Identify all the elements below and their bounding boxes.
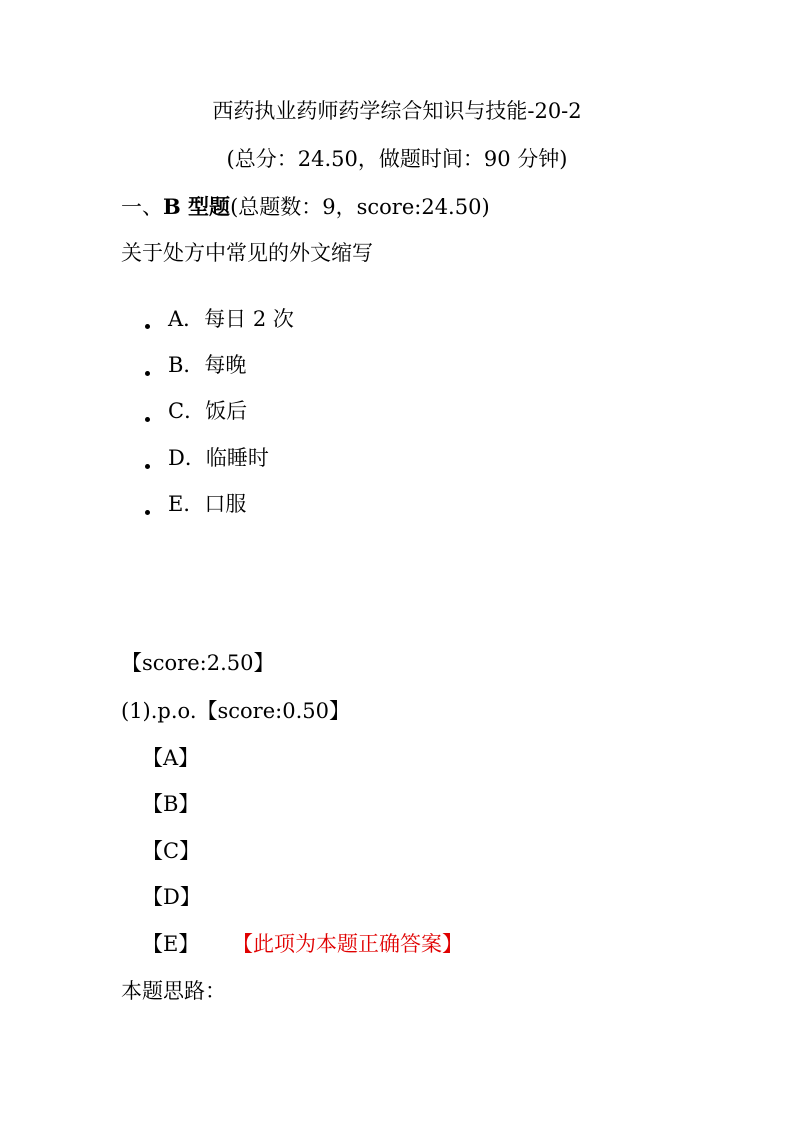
option-item: A．每日 2 次 (168, 307, 294, 331)
bullet-icon (145, 371, 150, 376)
option-item: B．每晚 (168, 353, 247, 377)
section-heading (121, 196, 490, 218)
question-stem: 关于处方中常见的外文缩写 (121, 241, 373, 265)
sub-question: (1).p.o.【score:0.50】 (121, 699, 350, 723)
section-meta: (总题数：9，score:24.50) (230, 195, 490, 219)
correct-answer-marker: 【此项为本题正确答案】 (232, 932, 463, 956)
answer-item: 【D】 (142, 885, 201, 909)
answer-item: 【B】 (142, 792, 200, 816)
group-score: 【score:2.50】 (121, 651, 275, 675)
section-name: B 型题 (163, 194, 231, 219)
answer-item: 【A】 (142, 746, 200, 770)
document-title: 西药执业药师药学综合知识与技能-20-2 (212, 99, 582, 123)
answer-item: 【E】 (142, 932, 200, 956)
answer-item: 【C】 (142, 839, 201, 863)
option-item: D．临睡时 (168, 446, 269, 470)
option-item: E．口服 (168, 492, 247, 516)
bullet-icon (145, 324, 150, 329)
bullet-icon (145, 510, 150, 515)
section-prefix: 一、 (121, 195, 163, 219)
option-item: C．饭后 (168, 399, 248, 423)
bullet-icon (145, 417, 150, 422)
document-subtitle: (总分：24.50，做题时间：90 分钟) (226, 147, 568, 171)
analysis-label: 本题思路： (121, 979, 226, 1003)
bullet-icon (145, 464, 150, 469)
